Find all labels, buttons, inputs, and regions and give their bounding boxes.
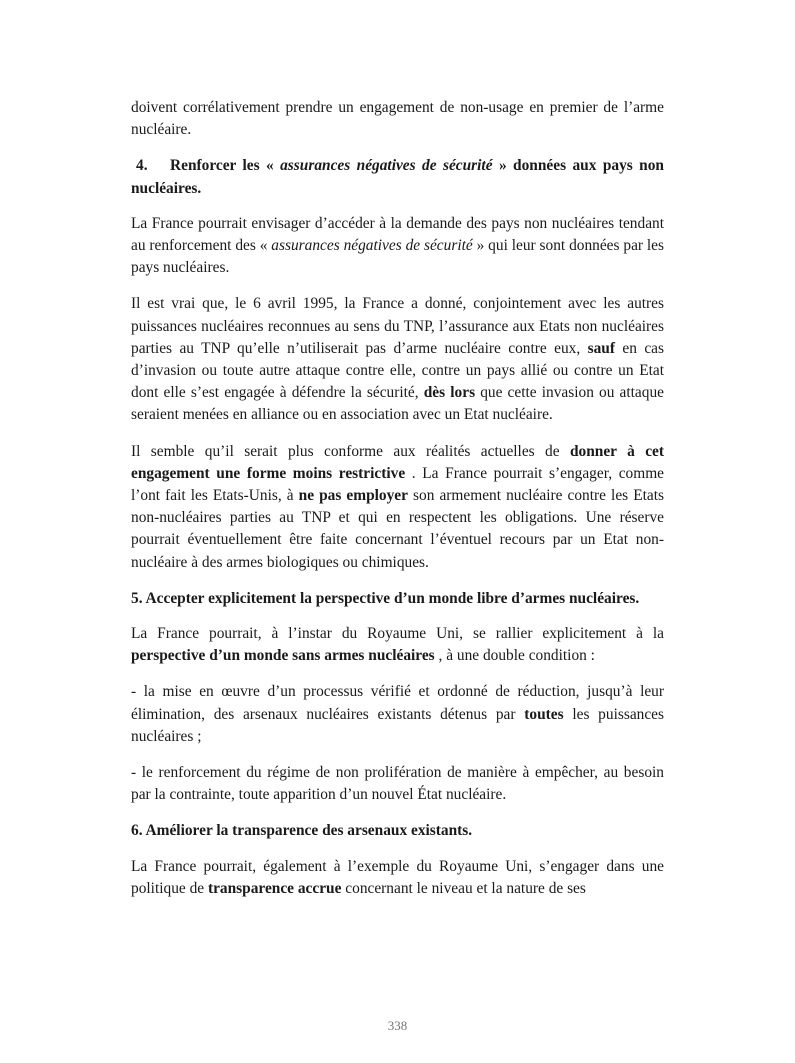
section-heading-4 [131, 155, 664, 199]
text-run: La France pourrait, également à l’exemple du Royaume Uni, s’engager dans une politique de [131, 857, 664, 897]
text-run: - la mise en œuvre d’un processus vérifié et ordonné de réduction, jusqu’à leur élimination, des arsenaux nucléaires existants détenus par [131, 683, 664, 723]
text-run: concernant le niveau et la nature de ses [341, 879, 586, 897]
section-heading-6: 6. Améliorer la transparence des arsenaux existants. [131, 822, 473, 840]
page-number: 338 [387, 1018, 408, 1033]
text-run: » qui leur sont données par les pays nucléaires. [131, 237, 665, 277]
condition-item-non-proliferation: - le renforcement du régime de non prolifération de manière à empêcher, au besoin par la contrainte, toute apparition d’un nouvel État nucléaire. [131, 764, 664, 804]
bold-term: perspective d’un monde sans armes nucléaires [131, 647, 435, 665]
text-run: , à une double condition : [434, 647, 595, 665]
paragraph-continuation: doivent corrélativement prendre un engagement de non-usage en premier de l’arme nucléaire. [131, 99, 664, 139]
text-run: Il est vrai que, le 6 avril 1995, la France a donné, conjointement avec les autres puissances nucléaires reconnues au sens du TNP, l’assurance aux Etats non nucléaires parties au TNP qu’elle n’utiliserait pas d’arme nucléaire contre eux, [131, 295, 664, 357]
text-run: que cette invasion ou attaque seraient menées en alliance ou en association avec un Etat nucléaire. [131, 384, 664, 424]
bold-term: transparence accrue [207, 879, 342, 897]
text-run: La France pourrait, à l’instar du Royaume Uni, se rallier explicitement à la [131, 625, 664, 643]
bold-term: sauf [587, 339, 615, 357]
paragraph-world-without-nuclear [131, 623, 664, 667]
condition-item-reduction [131, 681, 664, 748]
text-run: son armement nucléaire contre les Etats non-nucléaires parties au TNP et qui en respectent les obligations. Une réserve pourrait éventuellement être faite concernant l’éventuel recours par un Etat non-nucléaire à des armes biologiques ou chimiques. [131, 487, 664, 571]
italic-term: assurances négatives de sécurité [271, 237, 473, 255]
bold-term: ne pas employer [298, 487, 408, 505]
paragraph-less-restrictive [131, 441, 664, 574]
text-run: Il semble qu’il serait plus conforme aux réalités actuelles de [131, 442, 570, 460]
paragraph-1995-assurance [131, 293, 664, 426]
text-run: . La France pourrait s’engager, comme l’ont fait les Etats-Unis, à [131, 464, 664, 505]
section-heading-5: 5. Accepter explicitement la perspective d’un monde libre d’armes nucléaires. [131, 589, 640, 607]
bold-term: toutes [524, 705, 564, 723]
heading-text-start: Renforcer les « [170, 157, 281, 175]
heading-italic-term: assurances négatives de sécurité [280, 157, 493, 175]
text-run: en cas d’invasion ou toute autre attaque contre elle, contre un pays allié ou contre un Etat dont elle s’est engagée à défendre la sécurité, [131, 339, 664, 402]
paragraph-assurances-request [131, 213, 664, 280]
text-run: La France pourrait envisager d’accéder à la demande des pays non nucléaires tendant au renforcement des « [131, 214, 664, 255]
bold-term: donner à cet engagement une forme moins restrictive [131, 442, 664, 482]
paragraph-transparency [131, 856, 664, 900]
document-body [131, 97, 664, 914]
bold-term: dès lors [423, 384, 476, 402]
text-run: les puissances nucléaires ; [131, 705, 664, 745]
section-number: 4. [136, 157, 148, 175]
heading-text-end: » données aux pays non nucléaires. [131, 157, 664, 197]
